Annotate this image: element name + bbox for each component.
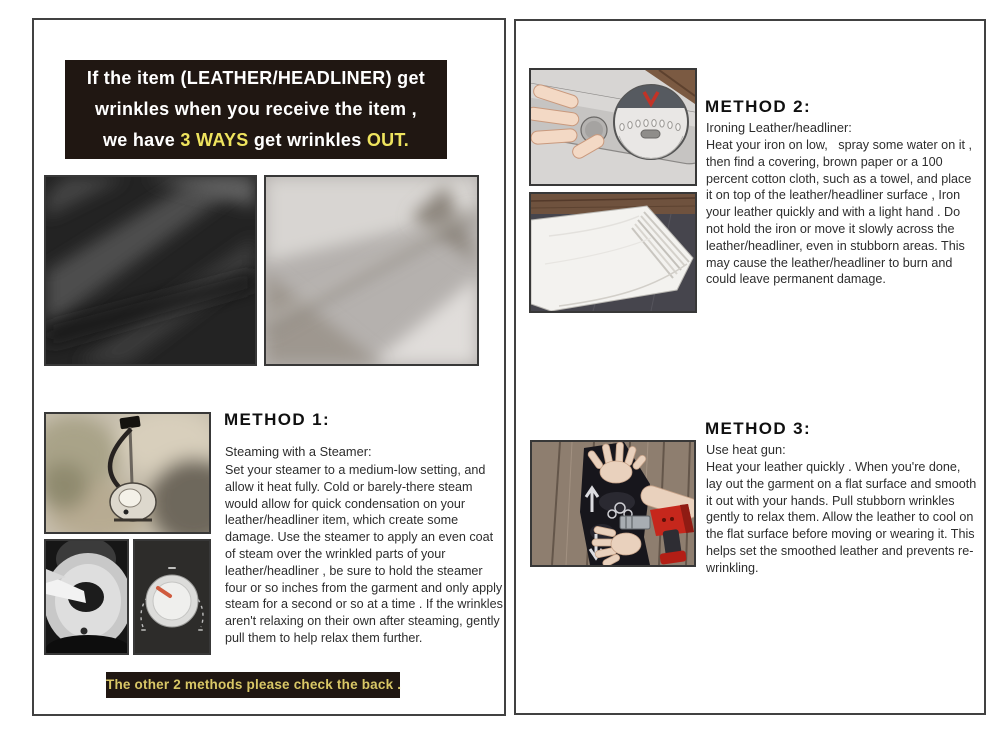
heat-gun-image bbox=[532, 442, 694, 565]
wrinkled-light-fabric-photo bbox=[264, 175, 479, 366]
method3-body: Heat your leather quickly . When you're done, lay out the garment on a flat surface and smooth it out with your hands. Pull stubborn wrinkles gently to relax them. Allow the leather to cool on the flat surface before moving or wearing it. This helps set the smoothed leather and prevents re-wrinkling. bbox=[706, 460, 980, 575]
garment-steamer-photo bbox=[44, 412, 211, 534]
heat-gun-photo bbox=[530, 440, 696, 567]
title-banner-line3-middle: get wrinkles bbox=[248, 130, 367, 150]
steamer-dial-photo bbox=[133, 539, 211, 655]
towel-illustration bbox=[529, 192, 697, 313]
steamer-dial-image bbox=[135, 541, 209, 653]
wrinkled-dark-leather-image bbox=[46, 177, 255, 364]
method2-body: Heat your iron on low, spray some water on it , then find a covering, brown paper or a 100 percent cotton cloth, such as a towel, and place it on top of the leather/headliner surface , Iron your leather quickly and with a light hand . Do not hold the iron or move it slowly across the leather/headliner, even in stubborn areas. This may cause the leather/headliner to burn and could leave permanent damage. bbox=[706, 138, 976, 287]
method1-subheading: Steaming with a Steamer: bbox=[225, 444, 372, 459]
method2-heading: METHOD 2: bbox=[705, 97, 812, 116]
title-banner-line-2: wrinkles when you receive the item , bbox=[95, 99, 417, 119]
title-banner-line3-highlight-out: OUT. bbox=[366, 130, 410, 150]
garment-steamer-image bbox=[46, 414, 209, 532]
footer-banner: The other 2 methods please check the back . bbox=[106, 672, 400, 698]
method3-heading: METHOD 3: bbox=[705, 419, 812, 438]
method1-body: Set your steamer to a medium-low setting, and allow it heat fully. Cold or barely-there steam would allow for quick condensation on your leather/headliner item, which create some damage. Use the steamer to apply an even coat of steam over the wrinkled parts of your leather/headliner , be sure to hold the steamer four or so inches from the garment and only apply steam for a second or so at a time . If the wrinkles aren't relaxing on their own after steaming, gently pull them to help relax them further. bbox=[225, 463, 507, 645]
title-banner bbox=[65, 60, 447, 159]
iron-dial-image bbox=[531, 70, 695, 184]
title-banner-line3-highlight-3ways: 3 WAYS bbox=[180, 130, 249, 150]
title-banner-line-3 bbox=[65, 125, 447, 156]
wrinkled-light-fabric-image bbox=[266, 177, 477, 364]
right-page-panel bbox=[514, 19, 986, 715]
method1-heading: METHOD 1: bbox=[224, 410, 331, 429]
steamer-nozzle-photo bbox=[44, 539, 129, 655]
wrinkled-dark-leather-photo bbox=[44, 175, 257, 366]
steamer-nozzle-image bbox=[46, 541, 127, 653]
title-banner-line3-prefix: we have bbox=[102, 130, 181, 150]
method2-subheading: Ironing Leather/headliner: bbox=[706, 120, 852, 135]
iron-dial-illustration bbox=[529, 68, 697, 186]
method3-subheading: Use heat gun: bbox=[706, 442, 786, 457]
title-banner-line-1: If the item (LEATHER/HEADLINER) get bbox=[86, 68, 426, 88]
towel-image bbox=[531, 194, 695, 311]
left-page-panel bbox=[32, 18, 506, 716]
